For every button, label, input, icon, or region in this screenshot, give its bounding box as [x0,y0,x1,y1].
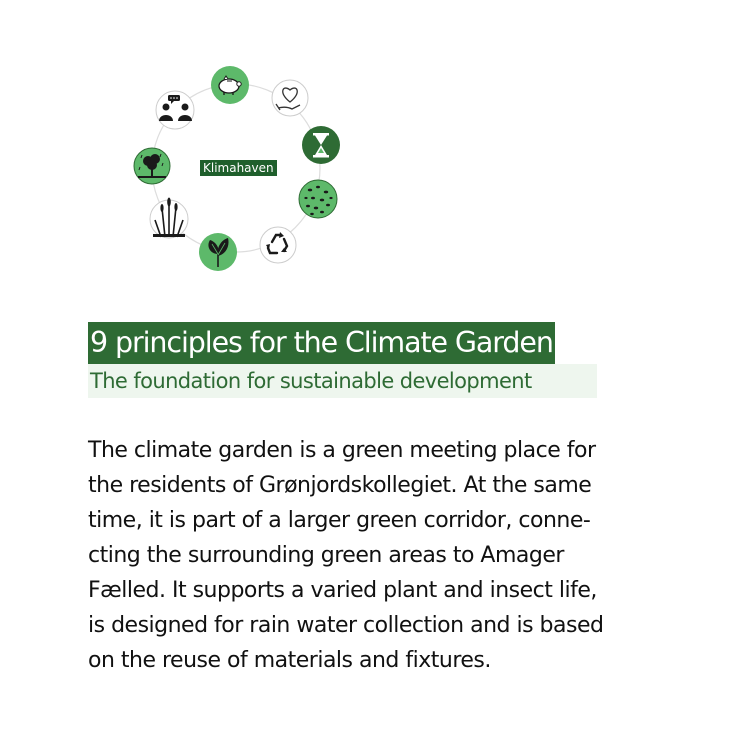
leaf-icon [199,233,237,271]
recycle-icon [260,227,296,263]
body-line: time, it is part of a larger green corridor, conne- [88,508,591,533]
page-subtitle: The foundation for sustainable development [88,364,597,398]
reeds-icon [150,198,188,239]
heading-block [88,322,596,398]
insects-icon [299,180,337,218]
principles-diagram [128,62,348,282]
page-title: 9 principles for the Climate Garden [88,322,555,364]
diagram-center-label: Klimahaven [200,160,277,176]
piggy-bank-icon [211,66,249,104]
body-line: on the reuse of materials and fixtures. [88,648,491,673]
body-line: the residents of Grønjordskollegiet. At the same [88,473,592,498]
rain-tree-icon [134,148,170,184]
people-talking-icon [156,91,194,129]
body-line: is designed for rain water collection and is based [88,613,604,638]
body-paragraph [88,433,668,678]
heart-hand-icon [272,80,308,116]
body-line: cting the surrounding green areas to Amager [88,543,564,568]
body-line: Fælled. It supports a varied plant and insect life, [88,578,597,603]
body-line: The climate garden is a green meeting place for [88,438,596,463]
hourglass-icon [302,126,340,164]
